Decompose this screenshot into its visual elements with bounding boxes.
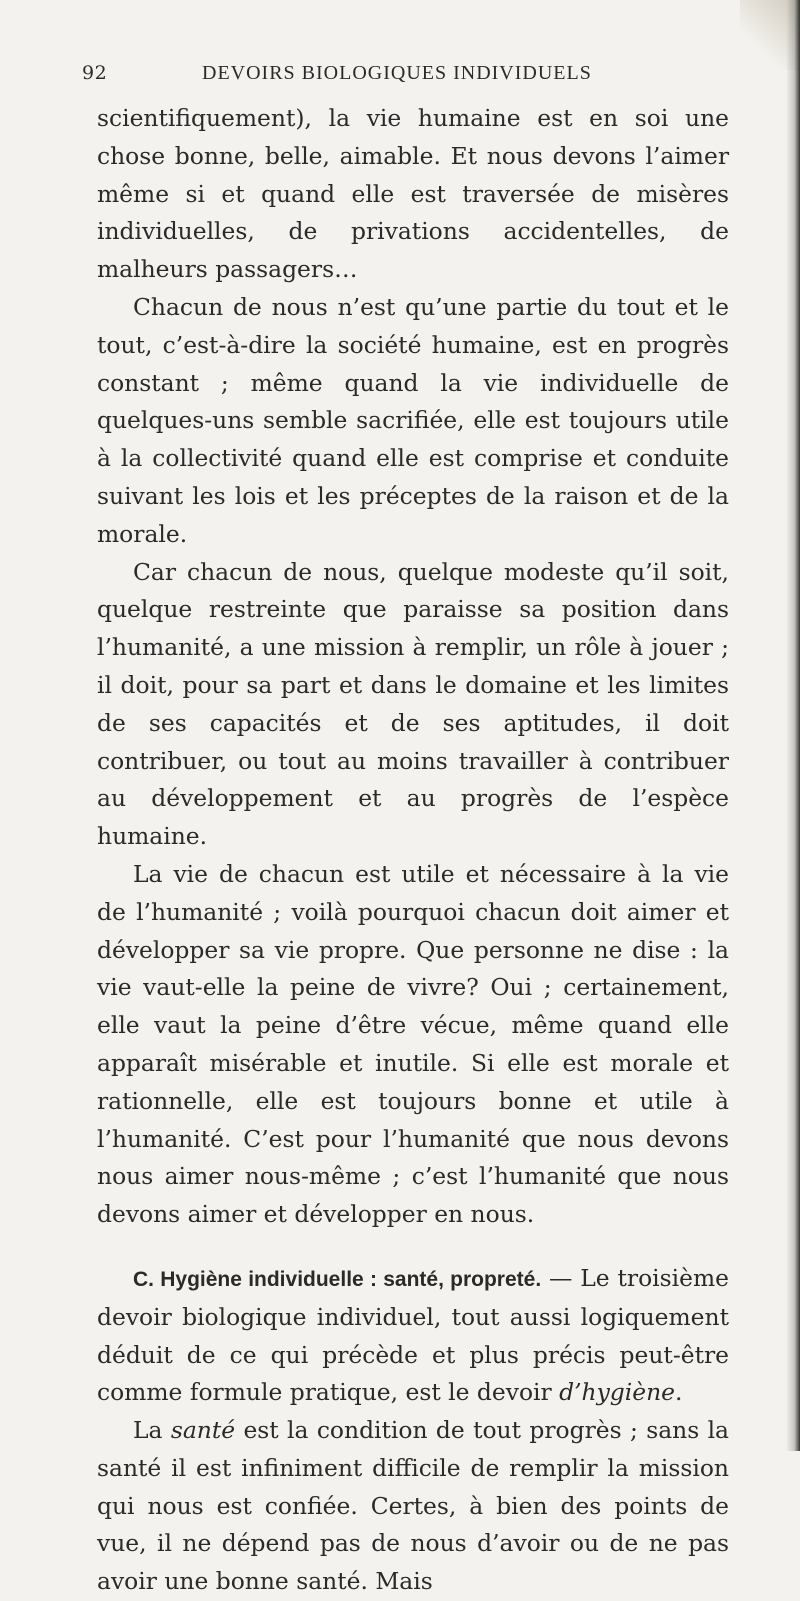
section-text: — Le troisième devoir biologique individuel, tout aussi logiquement déduit de ce qui précède et plus précis peut-être comme formule pratique, est le devoir	[97, 1263, 729, 1407]
paragraph-rest: est la condition de tout progrès ; sans la santé il est infiniment difficile de remplir la mission qui nous est confiée. Certes, à bien des points de vue, il ne dépend pas de nous d’avoir ou de ne pas avoir une bonne santé. Mais	[97, 1416, 729, 1596]
paragraph	[97, 1412, 729, 1601]
page-header	[82, 62, 712, 90]
text-body	[97, 100, 729, 1601]
page-number: 92	[82, 62, 108, 84]
running-title: DEVOIRS BIOLOGIQUES INDIVIDUELS	[202, 62, 592, 84]
italic-word: santé	[170, 1416, 236, 1445]
paragraph-continued: scientifiquement), la vie humaine est en soi une chose bonne, belle, aimable. Et nous devons l’aimer même si et quand elle est traversée de misères individuelles, de privations accidentelles, de malheurs passagers…	[97, 104, 729, 284]
paragraph-lead: La	[133, 1416, 171, 1445]
italic-term: d’hygiène	[559, 1378, 676, 1407]
paragraph: La vie de chacun est utile et nécessaire à la vie de l’humanité ; voilà pourquoi chacun doit aimer et développer sa vie propre. Que personne ne dise : la vie vaut-elle la peine de vivre? Oui ; certainement, elle vaut la peine d’être vécue, même quand elle apparaît misérable et inutile. Si elle est morale et rationnelle, elle est toujours bonne et utile à l’humanité. C’est pour l’humanité que nous devons nous aimer nous-même ; c’est l’humanité que nous devons aimer et développer en nous.	[97, 859, 729, 1229]
section-c-paragraph	[97, 1260, 729, 1412]
section-heading: C. Hygiène individuelle : santé, propreté.	[133, 1267, 542, 1291]
section-text-end: .	[675, 1378, 683, 1407]
paragraph: Chacun de nous n’est qu’une partie du tout et le tout, c’est-à-dire la société humaine, est en progrès constant ; même quand la vie individuelle de quelques-uns semble sacrifiée, elle est toujours utile à la collectivité quand elle est comprise et conduite suivant les lois et les préceptes de la raison et de la morale.	[97, 292, 729, 548]
page-edge-shadow	[786, 0, 800, 1451]
section-spacer	[97, 1234, 729, 1260]
paragraph: Car chacun de nous, quelque modeste qu’il soit, quelque restreinte que paraisse sa position dans l’humanité, a une mission à remplir, un rôle à jouer ; il doit, pour sa part et dans le domaine et les limites de ses capacités et de ses aptitudes, il doit contribuer, ou tout au moins travailler à contribuer au développement et au progrès de l’espèce humaine.	[97, 557, 729, 851]
